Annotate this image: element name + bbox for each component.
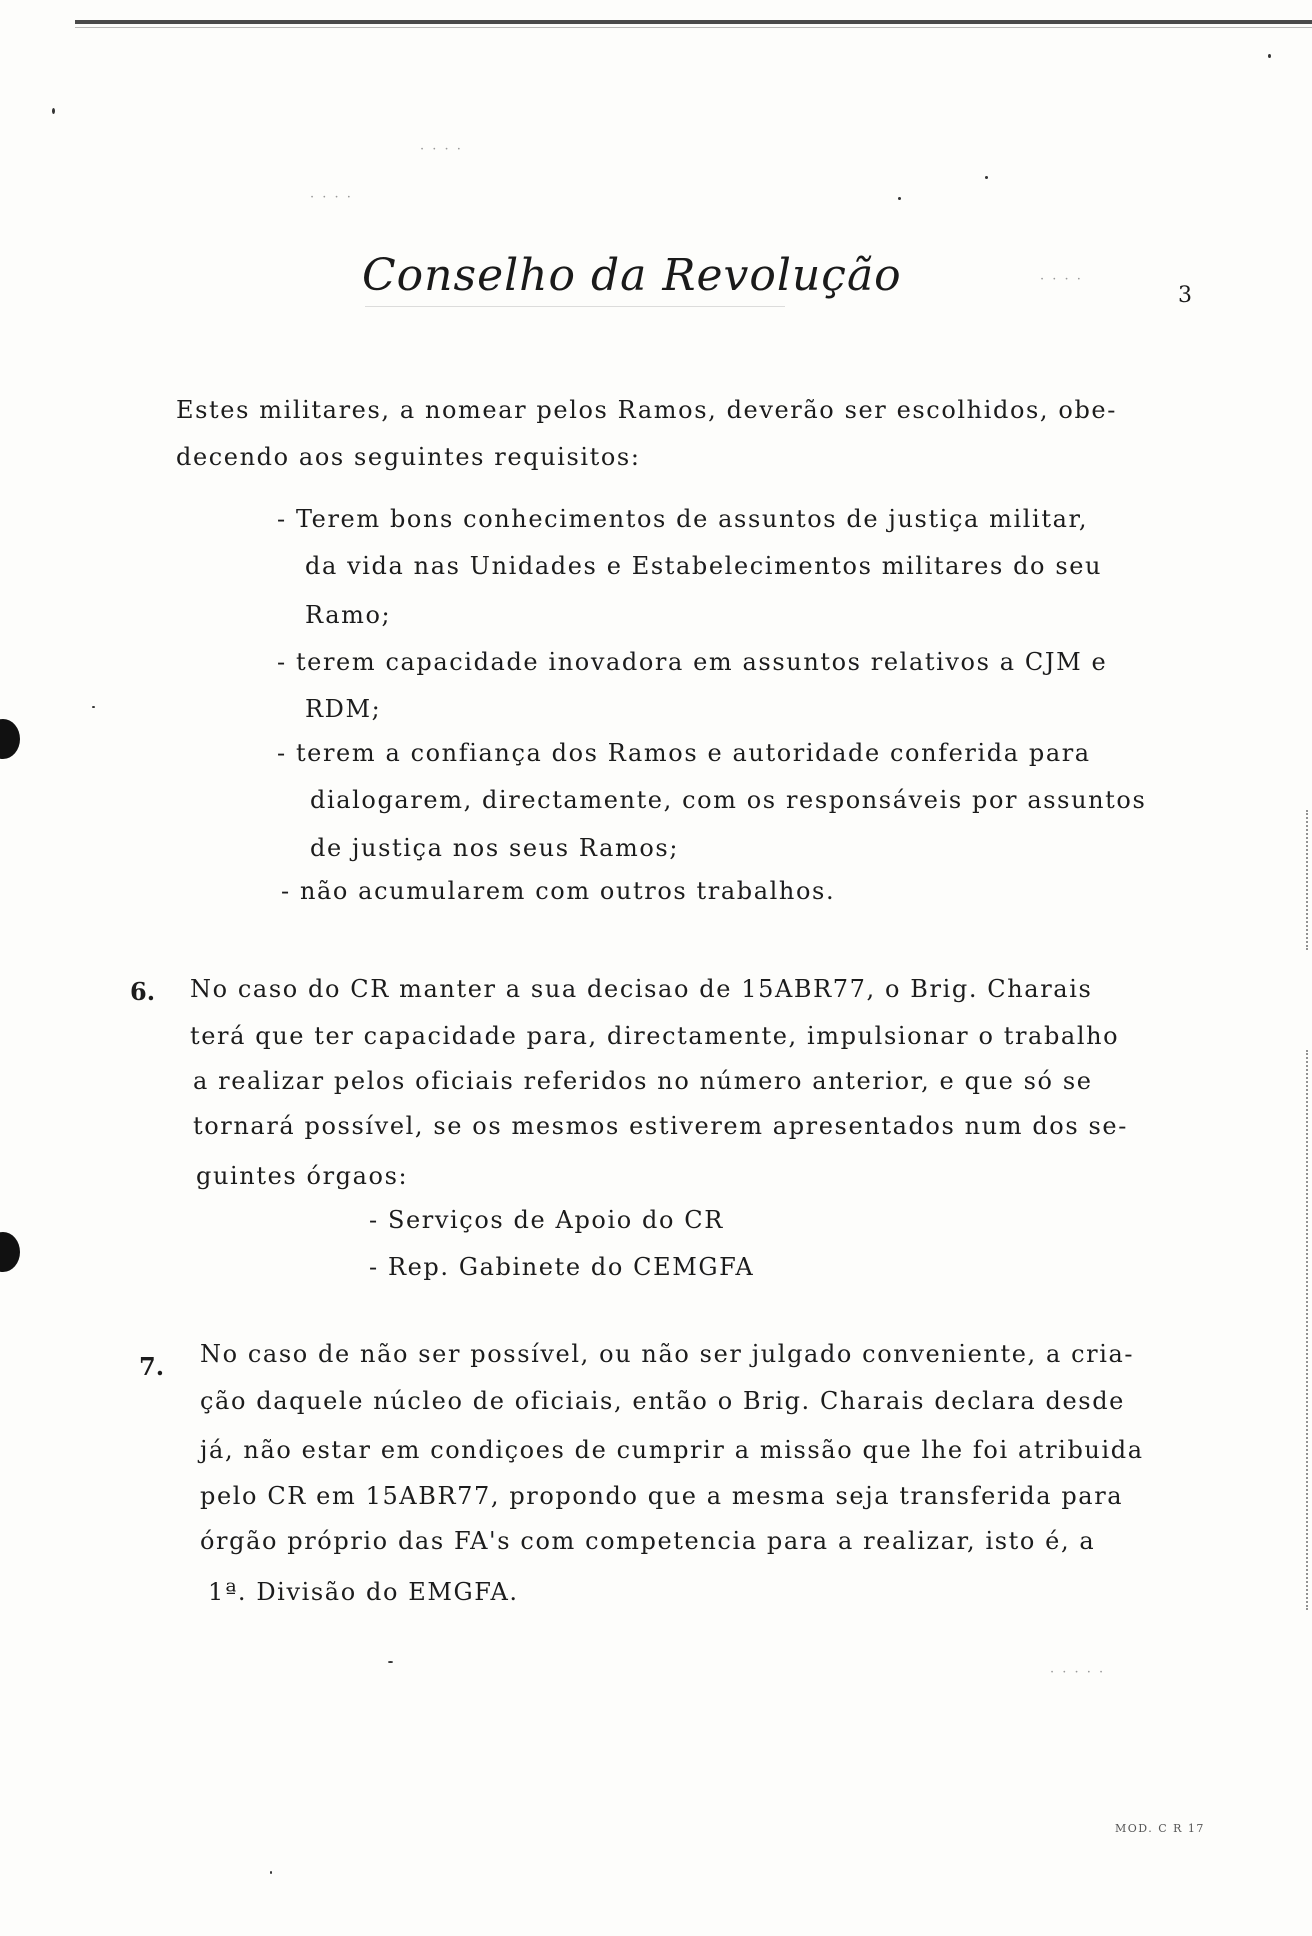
organ-line: - Serviços de Apoio do CR [369,1206,724,1234]
margin-scan-artifact [1304,1050,1308,1610]
requirement-line: - não acumularem com outros trabalhos. [281,877,836,905]
form-code: MOD. C R 17 [1115,1822,1205,1835]
faint-stamp-mark: · · · · [1040,272,1083,287]
margin-scan-artifact [1304,810,1308,950]
intro-line: Estes militares, a nomear pelos Ramos, deverão ser escolhidos, obe- [176,396,1117,424]
faint-stamp-mark: · · · · [420,142,463,157]
scan-speck [898,197,901,200]
requirement-line: RDM; [305,695,382,723]
item-line: tornará possível, se os mesmos estiverem apresentados num dos se- [193,1112,1128,1140]
requirement-line: dialogarem, directamente, com os responsáveis por assuntos [310,786,1147,814]
faint-stamp-mark: · · · · · [1050,1665,1106,1680]
intro-line: decendo aos seguintes requisitos: [176,443,641,471]
scan-speck [270,1871,272,1874]
requirement-line: - Terem bons conhecimentos de assuntos de justiça militar, [277,505,1089,533]
requirement-line: - terem a confiança dos Ramos e autoridade conferida para [277,739,1091,767]
item-line: pelo CR em 15ABR77, propondo que a mesma seja transferida para [200,1482,1124,1510]
item-line: terá que ter capacidade para, directamente, impulsionar o trabalho [190,1022,1120,1050]
page-number: 3 [1178,283,1192,308]
requirement-line: da vida nas Unidades e Estabelecimentos militares do seu [305,552,1103,580]
top-border-thin-line [75,27,1312,28]
letterhead-title: Conselho da Revolução [362,250,902,301]
scan-speck [52,108,55,114]
item-line: No caso do CR manter a sua decisao de 15ABR77, o Brig. Charais [190,975,1093,1003]
item-line: ção daquele núcleo de oficiais, então o Brig. Charais declara desde [200,1387,1125,1415]
scan-speck [1268,54,1271,58]
item-line: órgão próprio das FA's com competencia para a realizar, isto é, a [200,1527,1096,1555]
item-number: 7. [139,1352,165,1381]
letterhead-underline [365,306,785,307]
scan-speck [92,706,95,708]
item-line: já, não estar em condiçoes de cumprir a missão que lhe foi atribuida [200,1436,1144,1464]
faint-stamp-mark: · · · · [310,190,353,205]
item-line: 1ª. Divisão do EMGFA. [208,1578,519,1606]
scan-speck [985,176,988,179]
scan-speck [388,1661,393,1663]
item-line: guintes órgaos: [196,1162,409,1190]
item-line: No caso de não ser possível, ou não ser julgado conveniente, a cria- [200,1340,1135,1368]
punch-hole-lower [0,1232,20,1272]
punch-hole-upper [0,719,20,759]
item-line: a realizar pelos oficiais referidos no número anterior, e que só se [193,1067,1093,1095]
top-border-line [75,20,1312,24]
requirement-line: de justiça nos seus Ramos; [310,834,680,862]
organ-line: - Rep. Gabinete do CEMGFA [369,1253,755,1281]
item-number: 6. [130,977,156,1006]
requirement-line: Ramo; [305,601,392,629]
requirement-line: - terem capacidade inovadora em assuntos relativos a CJM e [277,648,1108,676]
